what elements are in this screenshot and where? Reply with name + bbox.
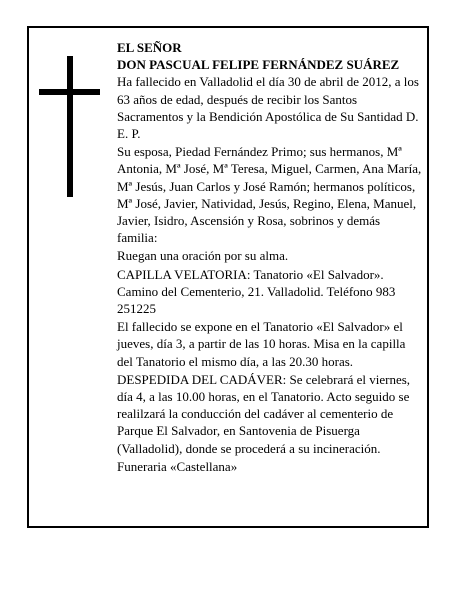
viewing-info: El fallecido se expone en el Tanatorio «El Salvador» el jueves, día 3, a partir de las 10 horas. Misa en la capilla del Tanatorio el mismo día, a las 20.30 horas. (117, 319, 406, 369)
cross-vertical-bar (67, 56, 73, 197)
prayer-request: Ruegan una oración por su alma. (117, 248, 289, 264)
farewell-info: DESPEDIDA DEL CADÁVER: Se celebrará el viernes, día 4, a las 10.00 horas, en el Tanatorio. Acto seguido se realilzará la conducción del cadáver al cementerio de Parque El Salvador, en Santovenia de Pisuerga (Valladolid), donde se procederá a su incineración. (117, 371, 411, 456)
funeral-home: Funeraria «Castellana» (117, 458, 238, 474)
deceased-name: DON PASCUAL FELIPE FERNÁNDEZ SUÁREZ (117, 57, 400, 73)
cross-horizontal-bar (39, 89, 100, 95)
obituary-notice (27, 26, 429, 528)
notice-text (117, 39, 423, 476)
death-announcement: Ha fallecido en Valladolid el día 30 de abril de 2012, a los 63 años de edad, después de recibir los Santos Sacramentos y la Bendición Apostólica de Su Santidad D. E. P. (117, 74, 419, 142)
chapel-info: CAPILLA VELATORIA: Tanatorio «El Salvador». Camino del Cementerio, 21. Valladolid. Teléfono 983 251225 (117, 266, 396, 317)
family-list: Su esposa, Piedad Fernández Primo; sus hermanos, Mª Antonia, Mª José, Mª Teresa, Miguel, Carmen, Ana María, Mª Jesús, Juan Carlos y José Ramón; hermanos políticos, Mª José, Javier, Natividad, Jesús, Regino, Elena, Manuel, Javier, Isidro, Ascensión y Rosa, sobrinos y demás familia: (117, 144, 422, 246)
notice-title: EL SEÑOR (117, 40, 182, 55)
